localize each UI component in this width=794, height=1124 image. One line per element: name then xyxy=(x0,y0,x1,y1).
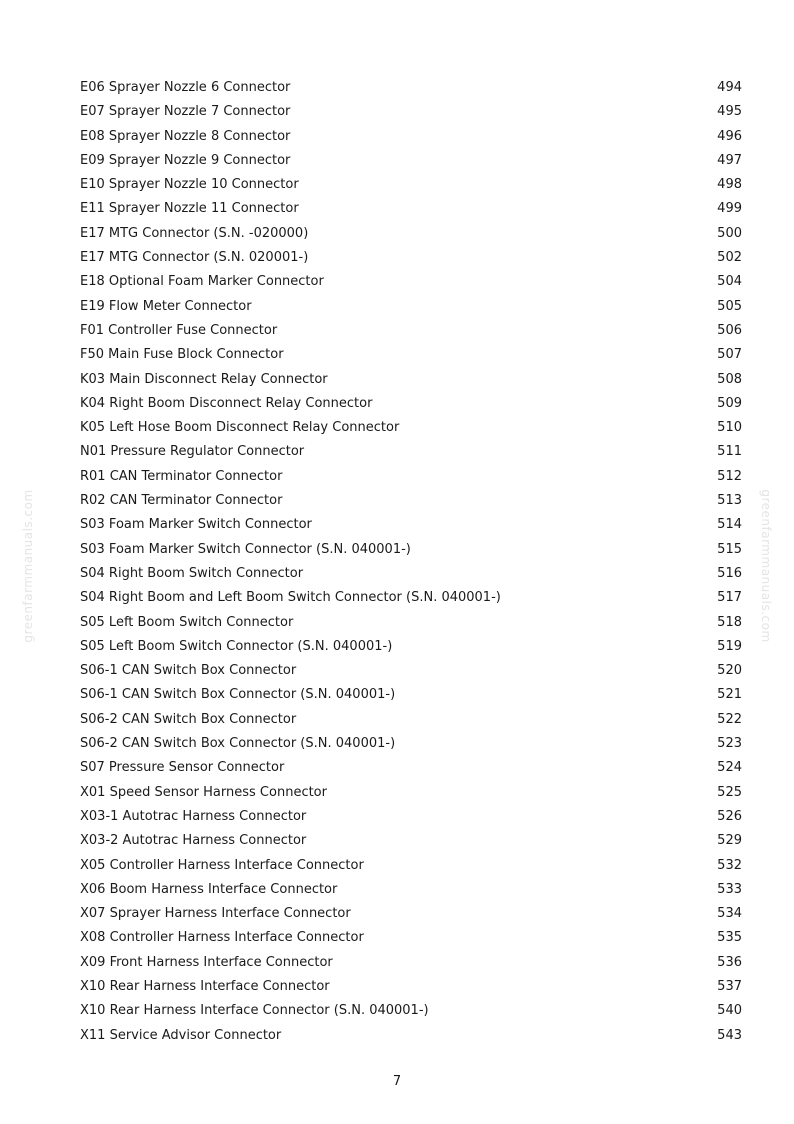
toc-entry-title: E17 MTG Connector (S.N. -020000) xyxy=(80,225,309,241)
toc-entry[interactable] xyxy=(80,975,742,999)
toc-entry[interactable] xyxy=(80,343,742,367)
toc-entry[interactable] xyxy=(80,926,742,950)
toc-entry[interactable] xyxy=(80,611,742,635)
toc-entry-page: 532 xyxy=(717,857,742,873)
toc-entry-title: K05 Left Hose Boom Disconnect Relay Connector xyxy=(80,420,400,436)
toc-entry-title: S07 Pressure Sensor Connector xyxy=(80,760,285,776)
toc-entry[interactable] xyxy=(80,173,742,197)
toc-entry[interactable] xyxy=(80,805,742,829)
toc-entry[interactable] xyxy=(80,878,742,902)
toc-entry[interactable] xyxy=(80,562,742,586)
toc-entry-page: 515 xyxy=(717,541,742,557)
toc-entry-page: 495 xyxy=(717,104,742,120)
toc-entry-page: 522 xyxy=(717,711,742,727)
toc-entry-page: 494 xyxy=(717,80,742,95)
toc-entry-title: S06-2 CAN Switch Box Connector (S.N. 040001-) xyxy=(80,736,396,752)
toc-entry-page: 498 xyxy=(717,177,742,193)
toc-entry-title: X03-1 Autotrac Harness Connector xyxy=(80,808,307,824)
toc-entry-page: 511 xyxy=(717,444,742,460)
toc-entry[interactable] xyxy=(80,368,742,392)
toc-entry-page: 497 xyxy=(717,152,742,168)
toc-entry[interactable] xyxy=(80,295,742,319)
toc-entry-title: S06-2 CAN Switch Box Connector xyxy=(80,711,297,727)
toc-entry-page: 496 xyxy=(717,128,742,144)
table-of-contents xyxy=(80,76,742,1048)
toc-entry[interactable] xyxy=(80,999,742,1023)
toc-entry[interactable] xyxy=(80,586,742,610)
toc-entry-page: 499 xyxy=(717,201,742,217)
toc-entry[interactable] xyxy=(80,76,742,100)
toc-entry-page: 537 xyxy=(717,978,742,994)
toc-entry-page: 514 xyxy=(717,517,742,533)
toc-entry-page: 502 xyxy=(717,250,742,266)
toc-entry-title: X01 Speed Sensor Harness Connector xyxy=(80,784,327,800)
toc-entry-page: 519 xyxy=(717,638,742,654)
toc-entry-page: 524 xyxy=(717,760,742,776)
toc-entry-page: 500 xyxy=(717,225,742,241)
toc-entry-page: 509 xyxy=(717,395,742,411)
toc-entry[interactable] xyxy=(80,465,742,489)
toc-entry-title: R02 CAN Terminator Connector xyxy=(80,493,283,509)
toc-entry[interactable] xyxy=(80,708,742,732)
toc-entry-title: E11 Sprayer Nozzle 11 Connector xyxy=(80,201,299,217)
toc-entry-page: 543 xyxy=(717,1027,742,1043)
toc-entry-title: E09 Sprayer Nozzle 9 Connector xyxy=(80,152,291,168)
toc-entry-title: S04 Right Boom Switch Connector xyxy=(80,565,304,581)
toc-entry-title: F01 Controller Fuse Connector xyxy=(80,322,278,338)
toc-entry-title: S05 Left Boom Switch Connector (S.N. 040001-) xyxy=(80,638,393,654)
toc-entry-title: E17 MTG Connector (S.N. 020001-) xyxy=(80,250,309,266)
toc-entry[interactable] xyxy=(80,319,742,343)
toc-entry-page: 508 xyxy=(717,371,742,387)
toc-entry[interactable] xyxy=(80,125,742,149)
toc-entry[interactable] xyxy=(80,440,742,464)
toc-entry-page: 518 xyxy=(717,614,742,630)
toc-entry-page: 521 xyxy=(717,687,742,703)
toc-entry-title: X11 Service Advisor Connector xyxy=(80,1027,282,1043)
toc-entry-title: E07 Sprayer Nozzle 7 Connector xyxy=(80,104,291,120)
toc-entry-title: X10 Rear Harness Interface Connector xyxy=(80,978,330,994)
toc-entry[interactable] xyxy=(80,683,742,707)
toc-entry-page: 536 xyxy=(717,954,742,970)
toc-entry-title: E18 Optional Foam Marker Connector xyxy=(80,274,324,290)
toc-entry-page: 535 xyxy=(717,930,742,946)
toc-entry[interactable] xyxy=(80,732,742,756)
toc-entry-page: 526 xyxy=(717,808,742,824)
toc-entry[interactable] xyxy=(80,902,742,926)
toc-entry[interactable] xyxy=(80,829,742,853)
toc-entry[interactable] xyxy=(80,416,742,440)
watermark-left: greenfarmmanuals.com xyxy=(21,489,35,643)
toc-entry-title: E19 Flow Meter Connector xyxy=(80,298,252,314)
toc-entry[interactable] xyxy=(80,246,742,270)
toc-entry-title: X09 Front Harness Interface Connector xyxy=(80,954,333,970)
toc-entry-title: S03 Foam Marker Switch Connector xyxy=(80,517,312,533)
toc-entry[interactable] xyxy=(80,538,742,562)
toc-entry-page: 529 xyxy=(717,833,742,849)
toc-entry-title: E10 Sprayer Nozzle 10 Connector xyxy=(80,177,299,193)
toc-entry-title: S04 Right Boom and Left Boom Switch Connector (S.N. 040001-) xyxy=(80,590,501,606)
toc-entry-page: 513 xyxy=(717,493,742,509)
toc-entry[interactable] xyxy=(80,659,742,683)
toc-entry-title: N01 Pressure Regulator Connector xyxy=(80,444,305,460)
watermark-right: greenfarmmanuals.com xyxy=(759,489,773,643)
toc-entry[interactable] xyxy=(80,489,742,513)
toc-entry-page: 504 xyxy=(717,274,742,290)
toc-entry-title: X03-2 Autotrac Harness Connector xyxy=(80,833,307,849)
toc-entry-page: 506 xyxy=(717,322,742,338)
toc-entry[interactable] xyxy=(80,197,742,221)
toc-entry-title: S05 Left Boom Switch Connector xyxy=(80,614,294,630)
toc-entry-title: K03 Main Disconnect Relay Connector xyxy=(80,371,328,387)
toc-entry[interactable] xyxy=(80,100,742,124)
toc-entry[interactable] xyxy=(80,854,742,878)
toc-entry-title: E06 Sprayer Nozzle 6 Connector xyxy=(80,80,291,95)
toc-entry-title: F50 Main Fuse Block Connector xyxy=(80,347,284,363)
toc-entry[interactable] xyxy=(80,781,742,805)
toc-entry-title: X06 Boom Harness Interface Connector xyxy=(80,881,338,897)
toc-entry[interactable] xyxy=(80,222,742,246)
toc-entry-page: 517 xyxy=(717,590,742,606)
toc-entry[interactable] xyxy=(80,635,742,659)
toc-entry[interactable] xyxy=(80,1024,742,1048)
toc-entry[interactable] xyxy=(80,270,742,294)
toc-entry-title: E08 Sprayer Nozzle 8 Connector xyxy=(80,128,291,144)
toc-entry-page: 534 xyxy=(717,906,742,922)
toc-entry-page: 523 xyxy=(717,736,742,752)
toc-entry-title: X07 Sprayer Harness Interface Connector xyxy=(80,906,351,922)
toc-entry[interactable] xyxy=(80,513,742,537)
toc-entry-page: 507 xyxy=(717,347,742,363)
toc-entry-page: 520 xyxy=(717,663,742,679)
toc-entry-page: 533 xyxy=(717,881,742,897)
toc-entry-title: S06-1 CAN Switch Box Connector xyxy=(80,663,297,679)
page-number: 7 xyxy=(392,1074,402,1089)
toc-entry[interactable] xyxy=(80,951,742,975)
toc-entry-page: 540 xyxy=(717,1003,742,1019)
toc-entry[interactable] xyxy=(80,756,742,780)
toc-entry-page: 512 xyxy=(717,468,742,484)
toc-entry-page: 516 xyxy=(717,565,742,581)
toc-entry-title: X10 Rear Harness Interface Connector (S.N. 040001-) xyxy=(80,1003,429,1019)
toc-entry-title: R01 CAN Terminator Connector xyxy=(80,468,283,484)
toc-entry-title: K04 Right Boom Disconnect Relay Connector xyxy=(80,395,373,411)
toc-entry-title: S06-1 CAN Switch Box Connector (S.N. 040001-) xyxy=(80,687,396,703)
toc-entry[interactable] xyxy=(80,392,742,416)
toc-entry-title: S03 Foam Marker Switch Connector (S.N. 040001-) xyxy=(80,541,411,557)
toc-entry-page: 505 xyxy=(717,298,742,314)
toc-entry-page: 525 xyxy=(717,784,742,800)
toc-entry[interactable] xyxy=(80,149,742,173)
toc-entry-title: X08 Controller Harness Interface Connector xyxy=(80,930,364,946)
toc-entry-page: 510 xyxy=(717,420,742,436)
toc-entry-title: X05 Controller Harness Interface Connector xyxy=(80,857,364,873)
